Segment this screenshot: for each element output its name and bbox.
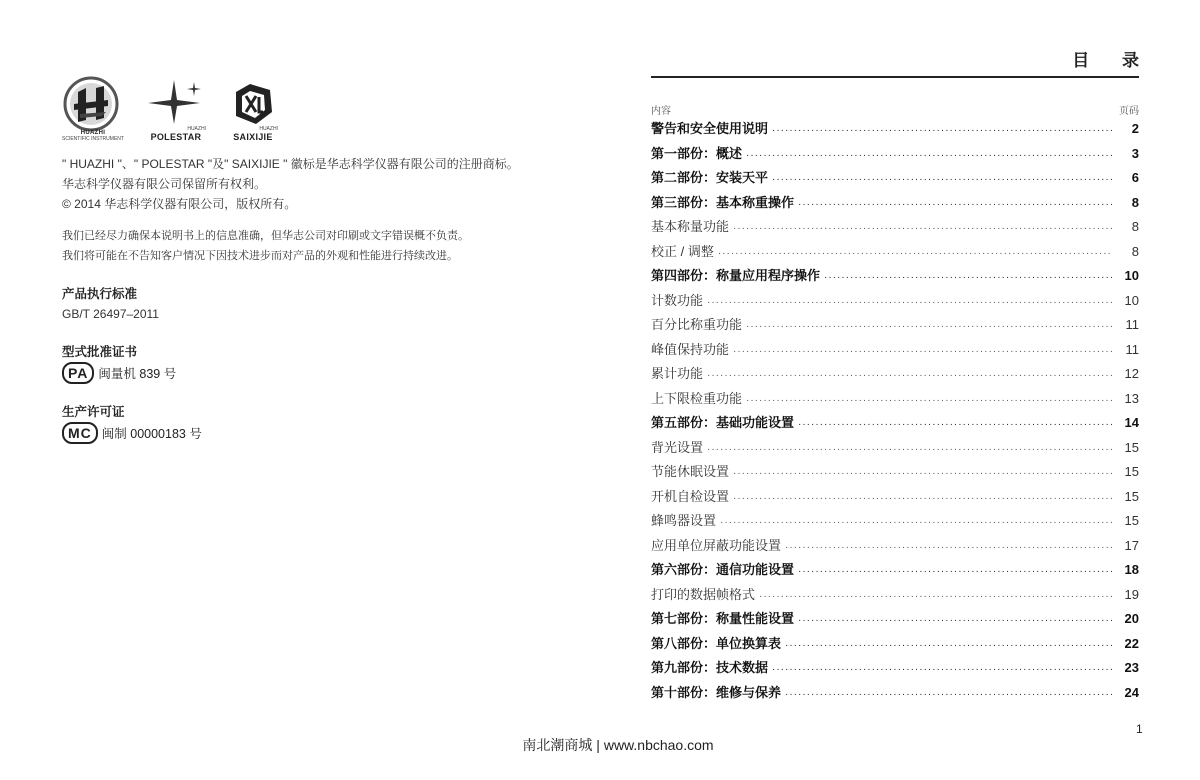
toc-entry-title: 应用单位屏蔽功能设置 — [651, 537, 782, 553]
copyright-line: © 2014 华志科学仪器有限公司，版权所有。 — [62, 197, 297, 211]
toc-entry-page: 20 — [1124, 611, 1139, 626]
toc-entry[interactable] — [651, 363, 1139, 388]
toc-entry-page: 10 — [1124, 292, 1139, 308]
toc-entry-leader — [772, 125, 1113, 136]
toc-entry-leader — [824, 272, 1113, 283]
toc-entry[interactable] — [651, 143, 1139, 168]
toc-entry-page: 22 — [1124, 635, 1139, 651]
toc-entry-leader — [798, 419, 1113, 430]
toc-entry-leader — [746, 321, 1113, 332]
toc-entry-page: 11 — [1125, 341, 1139, 357]
toc-entry[interactable] — [651, 633, 1139, 658]
production-license-value: 闽制 00000183 号 — [101, 427, 202, 441]
polestar-logo-caption: POLESTAR — [150, 132, 202, 142]
toc-entry-page: 24 — [1124, 684, 1139, 700]
trademark-notice — [62, 154, 602, 214]
toc-entry-page: 18 — [1124, 562, 1139, 577]
huazhi-logo-caption: HUAZHI — [80, 130, 106, 136]
polestar-logo-subcaption: HUAZHI — [187, 126, 206, 132]
toc-entry-leader — [733, 468, 1113, 479]
toc-entry[interactable] — [651, 584, 1139, 609]
toc-entry-leader — [746, 150, 1113, 161]
toc-entry-title: 校正 / 调整 — [651, 243, 714, 259]
toc-entry[interactable] — [651, 388, 1139, 413]
toc-entry-title: 第二部份：安装天平 — [651, 170, 769, 185]
toc-entry-leader — [720, 517, 1113, 528]
toc-entry-title: 蜂鸣器设置 — [651, 513, 717, 528]
left-page — [62, 76, 602, 444]
pattern-cert-value: 闽量机 839 号 — [98, 367, 177, 381]
toc-entry-page: 15 — [1124, 488, 1139, 504]
toc-entry[interactable] — [651, 608, 1139, 633]
toc-entry-page: 15 — [1124, 464, 1139, 479]
toc-entry-page: 8 — [1131, 219, 1139, 234]
disclaimer-line-2: 我们将可能在不告知客户情况下因技术进步而对产品的外观和性能进行持续改进。 — [62, 250, 458, 262]
toc-entry-page: 19 — [1124, 586, 1139, 602]
toc-entry-title: 第八部份：单位换算表 — [651, 635, 782, 651]
toc-entry[interactable] — [651, 412, 1139, 437]
toc-entry[interactable] — [651, 192, 1139, 217]
toc-entry-leader — [707, 297, 1113, 308]
toc-entry-title: 第一部份：概述 — [651, 145, 743, 161]
toc-header — [651, 102, 1139, 118]
toc-entry[interactable] — [651, 167, 1139, 192]
toc-entry-page: 11 — [1125, 317, 1139, 332]
pattern-cert-section — [62, 342, 602, 384]
saixijie-logo-subcaption: HUAZHI — [259, 126, 278, 132]
toc-entry-title: 第九部份：技术数据 — [651, 660, 769, 675]
toc-entry-page: 8 — [1131, 194, 1139, 210]
huazhi-logo — [62, 76, 124, 142]
toc-entry-leader — [785, 689, 1113, 700]
toc-entry[interactable] — [651, 510, 1139, 535]
saixijie-logo — [228, 82, 278, 142]
toc-entry-leader — [798, 615, 1113, 626]
polestar-logo — [146, 78, 206, 142]
toc-entry-title: 警告和安全使用说明 — [651, 121, 769, 136]
toc-entry-title: 打印的数据帧格式 — [651, 586, 756, 602]
toc-entry-page: 23 — [1124, 660, 1139, 675]
toc-entry-leader — [785, 542, 1113, 553]
toc-entry[interactable] — [651, 486, 1139, 511]
toc-entry[interactable] — [651, 559, 1139, 584]
toc-entry[interactable] — [651, 241, 1139, 266]
toc-header-content: 内容 — [651, 106, 671, 117]
toc-entry-title: 计数功能 — [651, 292, 704, 308]
toc-entry-leader — [707, 370, 1113, 381]
disclaimer — [62, 226, 602, 266]
pa-mark-icon: PA — [62, 362, 94, 384]
toc-entry[interactable] — [651, 118, 1139, 143]
toc-title-rule — [651, 76, 1139, 78]
toc-entry-page: 13 — [1124, 390, 1139, 406]
standard-value: GB/T 26497–2011 — [62, 307, 159, 321]
production-license-section — [62, 402, 602, 444]
toc-entry-leader — [746, 395, 1113, 406]
toc-entry-page: 2 — [1131, 121, 1139, 136]
rights-line: 华志科学仪器有限公司保留所有权利。 — [62, 177, 267, 191]
toc-entry-page: 17 — [1124, 537, 1139, 553]
toc-entry-title: 第五部份：基础功能设置 — [651, 415, 795, 430]
toc-list — [651, 118, 1139, 706]
toc-entry-leader — [718, 248, 1113, 259]
pattern-cert-title: 型式批准证书 — [62, 345, 138, 359]
toc-entry-title: 第三部份：基本称重操作 — [651, 194, 795, 210]
footer-watermark: 南北潮商城 | www.nbchao.com — [522, 737, 714, 753]
logo-row — [62, 76, 602, 142]
toc-entry[interactable] — [651, 657, 1139, 682]
toc-entry-page: 6 — [1131, 170, 1139, 185]
toc-entry-title: 节能休眠设置 — [651, 464, 730, 479]
toc-entry-leader — [733, 493, 1113, 504]
toc-entry-title: 累计功能 — [651, 366, 704, 381]
toc-entry-leader — [707, 444, 1113, 455]
toc-entry-leader — [772, 664, 1113, 675]
standard-title: 产品执行标准 — [62, 287, 138, 301]
toc-entry-leader — [798, 199, 1113, 210]
toc-entry-page: 12 — [1124, 366, 1139, 381]
huazhi-logo-subcaption: SCIENTIFIC INSTRUMENT — [62, 136, 124, 142]
toc-entry-title: 第十部份：维修与保养 — [651, 684, 782, 700]
toc-entry-title: 开机自检设置 — [651, 488, 730, 504]
toc-entry-page: 14 — [1124, 415, 1139, 430]
toc-entry-page: 15 — [1124, 439, 1139, 455]
toc-entry-leader — [733, 346, 1113, 357]
toc-entry-page: 10 — [1124, 268, 1139, 283]
toc-entry-page: 8 — [1131, 243, 1139, 259]
saixijie-logo-caption: SAIXIJIE — [233, 132, 273, 142]
toc-entry[interactable] — [651, 682, 1139, 707]
toc-entry-title: 上下限检重功能 — [651, 390, 743, 406]
toc-entry-title: 基本称量功能 — [651, 219, 730, 234]
toc-entry[interactable] — [651, 339, 1139, 364]
toc-entry-leader — [759, 591, 1113, 602]
toc-entry[interactable] — [651, 216, 1139, 241]
toc-entry-page: 3 — [1131, 145, 1139, 161]
mc-mark-icon: MC — [62, 422, 98, 444]
toc-entry-leader — [785, 640, 1113, 651]
toc-entry-leader — [772, 174, 1113, 185]
toc-entry[interactable] — [651, 265, 1139, 290]
toc-entry-title: 百分比称重功能 — [651, 317, 743, 332]
toc-entry[interactable] — [651, 314, 1139, 339]
toc-entry[interactable] — [651, 437, 1139, 462]
toc-title: 目 录 — [1072, 51, 1153, 70]
toc-entry-title: 背光设置 — [651, 439, 704, 455]
toc-entry-leader — [798, 566, 1113, 577]
toc-entry-title: 第四部份：称量应用程序操作 — [651, 268, 821, 283]
toc-header-page: 页码 — [1119, 106, 1139, 117]
toc-entry[interactable] — [651, 461, 1139, 486]
toc-entry-leader — [733, 223, 1113, 234]
production-license-title: 生产许可证 — [62, 405, 125, 419]
toc-entry-title: 峰值保持功能 — [651, 341, 730, 357]
toc-entry-title: 第六部份：通信功能设置 — [651, 562, 795, 577]
trademark-line: " HUAZHI "、" POLESTAR "及" SAIXIJIE " 徽标是华志科学仪器有限公司的注册商标。 — [62, 157, 519, 171]
toc-entry-title: 第七部份：称量性能设置 — [651, 611, 795, 626]
standard-section — [62, 284, 602, 324]
toc-entry-page: 15 — [1124, 513, 1139, 528]
page-number: 1 — [1136, 722, 1143, 736]
toc-entry[interactable] — [651, 535, 1139, 560]
toc-entry[interactable] — [651, 290, 1139, 315]
disclaimer-line-1: 我们已经尽力确保本说明书上的信息准确，但华志公司对印刷或文字错误概不负责。 — [62, 230, 469, 242]
toc-page — [651, 50, 1153, 706]
